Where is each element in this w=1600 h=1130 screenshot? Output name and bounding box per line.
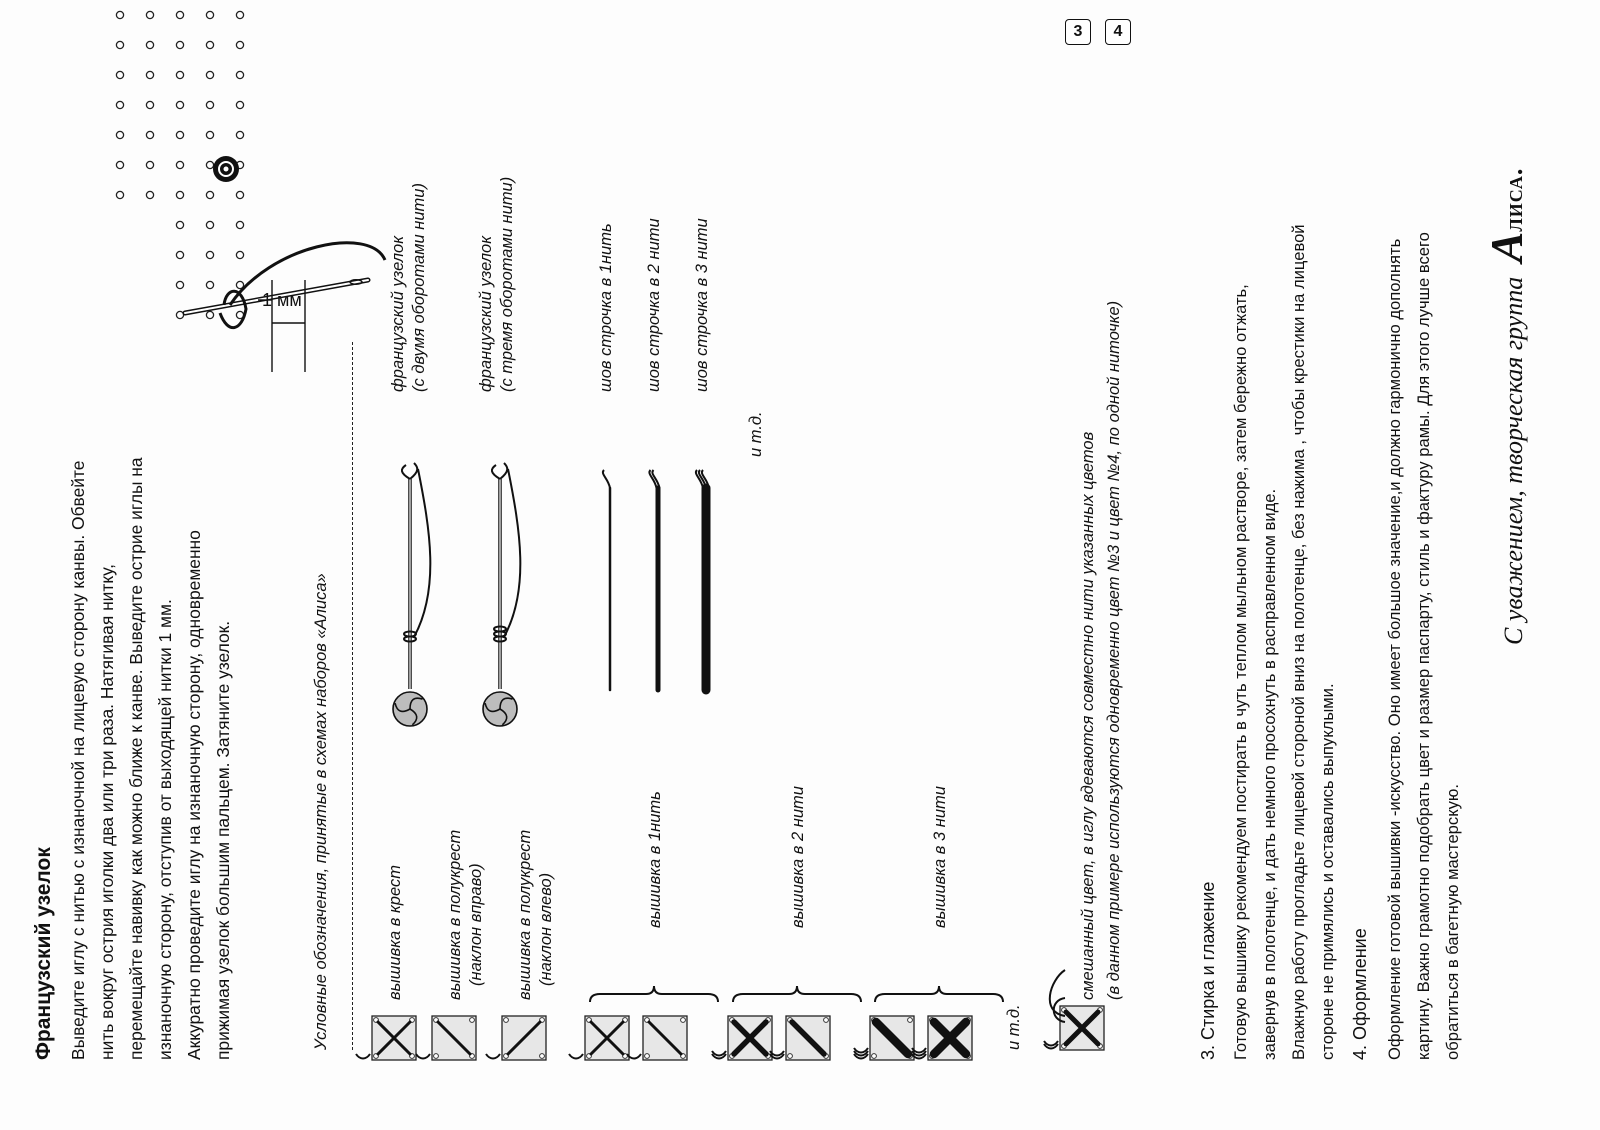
canvas-hole [206,71,213,78]
french-knot-two-turns-icon [393,463,430,726]
canvas-hole [176,221,183,228]
canvas-hole [176,71,183,78]
french-knot-three-turns-icon [483,463,520,726]
canvas-hole [206,311,213,318]
canvas-hole [206,221,213,228]
instruction-line: прижимая узелок большим пальцем. Затяните узелок. [213,620,233,1060]
canvas-hole [206,281,213,288]
canvas-hole [176,311,183,318]
brace-icon [733,986,861,1002]
canvas-hole [146,191,153,198]
canvas-hole [236,101,243,108]
half-cross-right-icon [416,1016,476,1060]
backstitch-one-thread-icon [603,470,610,690]
backstitch-two-threads-icon [649,470,659,690]
canvas-hole [176,281,183,288]
legend-back1-label: шов строчка в 1нить [597,223,615,392]
canvas-hole [206,131,213,138]
canvas-hole [176,101,183,108]
half-one-thread-icon [627,1016,687,1060]
canvas-hole [176,251,183,258]
legend-three-threads-label: вышивка в 3 нити [931,786,949,928]
legend-title: Условные обозначения, принятые в схемах наборов «Алиса» [312,573,330,1050]
canvas-hole [116,191,123,198]
thread-wrap-icon [220,291,246,327]
french-knot-instructions [64,457,238,1060]
canvas-hole [116,11,123,18]
washing-title: 3. Стирка и глажение [1198,881,1218,1060]
washing-text: Готовую вышивку рекомендуем постирать в чуть теплом мыльном растворе, затем бережно отжать, завернув в полотенце, и дать немного просохнуть в расправленном виде. Влажную работу прогладьте лицевой стороной вниз на полотенце, без нажима , чтобы крестики на лицевой стороне не примялись и оставались выпуклыми. [1231,224,1337,1060]
french-knot-diagram [20,35,380,375]
color-number-box-3: 3 [1065,19,1091,45]
half-two-threads-icon [770,1016,830,1060]
legend-back2-label: шов строчка в 2 нити [645,218,663,392]
brace-icon [875,986,1003,1002]
legend-etc-label: и т.д. [1005,1004,1023,1050]
canvas-hole [236,191,243,198]
legend-mixed-example: (в данном примере используются одновременно цвет №3 и цвет №4, по одной ниточке) [1105,300,1123,1000]
canvas-hole [236,221,243,228]
brand-logo-initial: А [1481,231,1532,263]
canvas-hole [146,41,153,48]
framing-title: 4. Оформление [1350,928,1370,1060]
canvas-hole [146,11,153,18]
canvas-hole [236,251,243,258]
canvas-hole [116,101,123,108]
canvas-hole [176,131,183,138]
canvas-hole [176,191,183,198]
canvas-hole [176,161,183,168]
canvas-hole [176,41,183,48]
canvas-hole [146,131,153,138]
canvas-hole [206,101,213,108]
legend-knot-three-label: французский узелок (с тремя оборотами нити) [477,176,516,392]
thread-icon [230,243,385,305]
cross-three-threads-icon [912,1016,972,1060]
canvas-hole [206,41,213,48]
legend-half-left-label: вышивка в полукрест (наклон влево) [516,829,555,1000]
legend-mixed-label: смешанный цвет, в иглу вдеваются совместно нити указанных цветов [1079,431,1097,1000]
backstitch-three-threads-icon [696,470,709,690]
color-number-box-4: 4 [1105,19,1131,45]
canvas-hole [116,131,123,138]
canvas-hole [206,251,213,258]
canvas-hole [236,11,243,18]
cross-one-thread-icon [569,1016,629,1060]
instruction-line: нить вокруг острия иголки два или три раза. Натягивая нитку, [97,564,117,1060]
canvas-hole [116,41,123,48]
half-cross-left-icon [486,1016,546,1060]
signature-text: С уважением, творческая группа [1499,276,1528,645]
legend-two-threads-label: вышивка в 2 нити [789,786,807,928]
instruction-line: изнаночную сторону, отступив от выходящей нитки 1 мм. [155,599,175,1060]
canvas-hole [116,161,123,168]
canvas-hole [146,71,153,78]
canvas-hole [236,131,243,138]
cross-stitch-icon [356,1016,416,1060]
legend-cross-label: вышивка в крест [386,865,404,1000]
legend-divider [352,342,353,1050]
canvas-hole [206,161,213,168]
legend-half-right-label: вышивка в полукрест (наклон вправо) [446,829,485,1000]
legend-etc2-label: и т.д. [747,411,765,457]
cross-two-threads-icon [712,1016,772,1060]
canvas-hole [236,71,243,78]
dimension-label: 1 мм [262,290,302,310]
legend-back3-label: шов строчка в 3 нити [693,218,711,392]
brand-logo [1480,168,1533,263]
canvas-hole [146,101,153,108]
instruction-line: Аккуратно проведите иглу на изнаночную сторону, одновременно [184,530,204,1060]
finished-knot-icon [213,156,239,182]
canvas-hole [206,191,213,198]
legend-knot-two-label: французский узелок (с двумя оборотами нити) [389,183,428,392]
framing-text: Оформление готовой вышивки -искусство. Оно имеет большое значение,и должно гармонично дополнять картину. Важно грамотно подобрать цвет и размер паспарту, стиль и фактуру рамы. Для этого лучше всего обратиться в багетную мастерскую. [1385,232,1462,1060]
canvas-hole [176,11,183,18]
canvas-hole [206,11,213,18]
canvas-hole [236,41,243,48]
legend-one-thread-label: вышивка в 1нить [646,791,664,928]
french-knot-title: Французский узелок [32,847,55,1060]
half-three-threads-icon [854,1016,914,1060]
instruction-line: Выведите иглу с нитью с изнаночной на лицевую сторону канвы. Обвейте [68,460,88,1060]
brand-logo-rest: лиса. [1499,167,1528,232]
signature [1480,168,1533,645]
canvas-hole [146,161,153,168]
brace-icon [590,986,718,1002]
canvas-hole [116,71,123,78]
instruction-line: перемещайте навивку как можно ближе к канве. Выведите острие иглы на [126,457,146,1060]
